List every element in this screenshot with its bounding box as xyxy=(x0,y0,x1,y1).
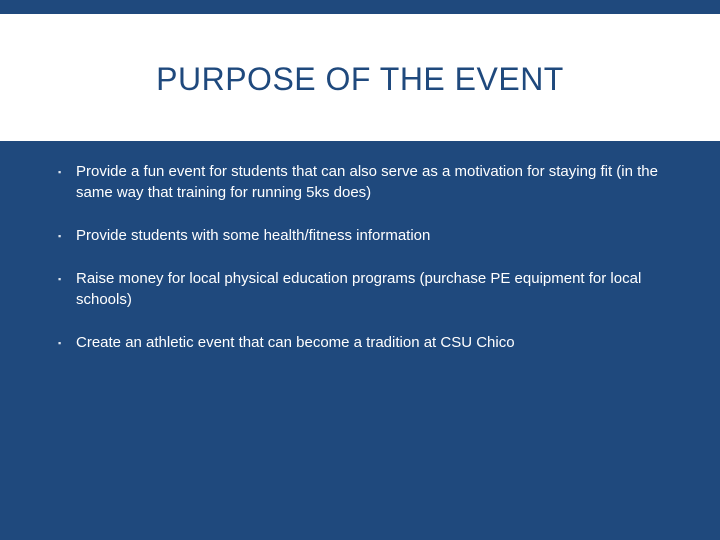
bullet-text: Raise money for local physical education programs (purchase PE equipment for local schools) xyxy=(76,270,642,308)
bullet-item xyxy=(58,161,668,203)
bullet-text: Provide a fun event for students that can also serve as a motivation for staying fit (in the same way that training for running 5ks does) xyxy=(76,163,658,201)
bullet-item xyxy=(58,268,668,310)
bullet-marker-icon: ▪ xyxy=(58,231,62,241)
title-band xyxy=(0,14,720,141)
bullet-item xyxy=(58,225,668,246)
bullet-text: Create an athletic event that can become a tradition at CSU Chico xyxy=(76,334,515,351)
bullet-marker-icon: ▪ xyxy=(58,167,62,177)
bullet-text: Provide students with some health/fitness information xyxy=(76,227,431,244)
bullet-list xyxy=(58,161,668,353)
bullet-item xyxy=(58,332,668,353)
bullet-marker-icon: ▪ xyxy=(58,338,62,348)
bullet-marker-icon: ▪ xyxy=(58,274,62,284)
slide-title: PURPOSE OF THE EVENT xyxy=(156,61,564,97)
